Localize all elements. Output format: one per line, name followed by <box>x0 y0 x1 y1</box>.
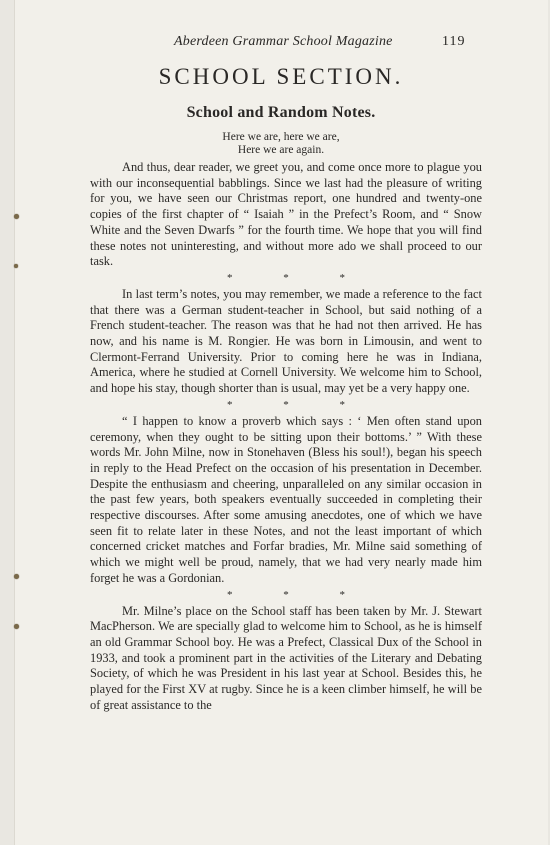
section-divider: * * * <box>227 588 369 601</box>
section-divider: * * * <box>227 271 369 284</box>
paragraph: And thus, dear reader, we greet you, and come once more to plague you with our inconsequential babblings. Since we last had the pleasure of writing for you, we have seen our Christmas report, one hundred and twenty-one copies of the first chapter of “ Isaiah ” in the Prefect’s Room, and “ Snow White and the Seven Dwarfs ” for the fourth time. We hope that you will find these notes not uninteresting, and without more ado we shall proceed to our task. <box>90 160 482 269</box>
page-number: 119 <box>442 34 466 49</box>
article-title: School and Random Notes. <box>186 104 376 121</box>
epigraph <box>14 131 548 157</box>
binding-hole <box>14 214 19 219</box>
epigraph-line: Here we are again. <box>237 144 325 156</box>
paragraph: In last term’s notes, you may remember, we made a reference to the fact that there was a German student-teacher in School, but said nothing of a French student-teacher. The reason was that he had not then arrived. He has now, and his name is M. Rongier. He was born in Limousin, and went to Clermont-Ferrand University. Prior to coming here he was in Indiana, America, where he studied at Cornell University. We welcome him to School, and hope his stay, though shorter than is usual, may yet be a very happy one. <box>90 286 482 396</box>
article-body <box>90 160 482 714</box>
section-title: SCHOOL SECTION. <box>158 64 404 89</box>
binding-hole <box>14 624 19 629</box>
paragraph: Mr. Milne’s place on the School staff has been taken by Mr. J. Stewart MacPherson. We are specially glad to welcome him to School, as he is himself an old Grammar School boy. He was a Prefect, Classical Dux of the School in 1933, and took a prominent part in the activities of the Literary and Debating Society, of which he was President in his last year at School. Besides this, he played for the First XV at rugby. Since he is a keen climber himself, he will be of great assistance to the <box>90 603 482 712</box>
binding-hole <box>14 264 18 268</box>
running-head: Aberdeen Grammar School Magazine <box>174 34 393 49</box>
section-divider: * * * <box>227 398 369 411</box>
magazine-page <box>14 0 548 845</box>
binding-hole <box>14 574 19 579</box>
page-header <box>14 34 548 52</box>
epigraph-line: Here we are, here we are, <box>222 131 340 143</box>
paragraph: “ I happen to know a proverb which says : ‘ Men often stand upon ceremony, when they ought to be sitting upon their bottoms.’ ” With these words Mr. John Milne, now in Stonehaven (Bless his soul!), began his speech in reply to the Head Prefect on the occasion of his presentation in December. Despite the enthusiasm and cheering, unparalleled on any similar occasion in the past few years, both speakers eventually succeeded in completing their respective discourses. After some amusing anecdotes, one of which we have seen fit to relate later in these Notes, and not the least important of which concerned cricket matches and Forfar bradies, Mr. Milne said something of which we might well be proud, namely, that we had very nearly made him forget he was a Gordonian. <box>90 413 482 585</box>
